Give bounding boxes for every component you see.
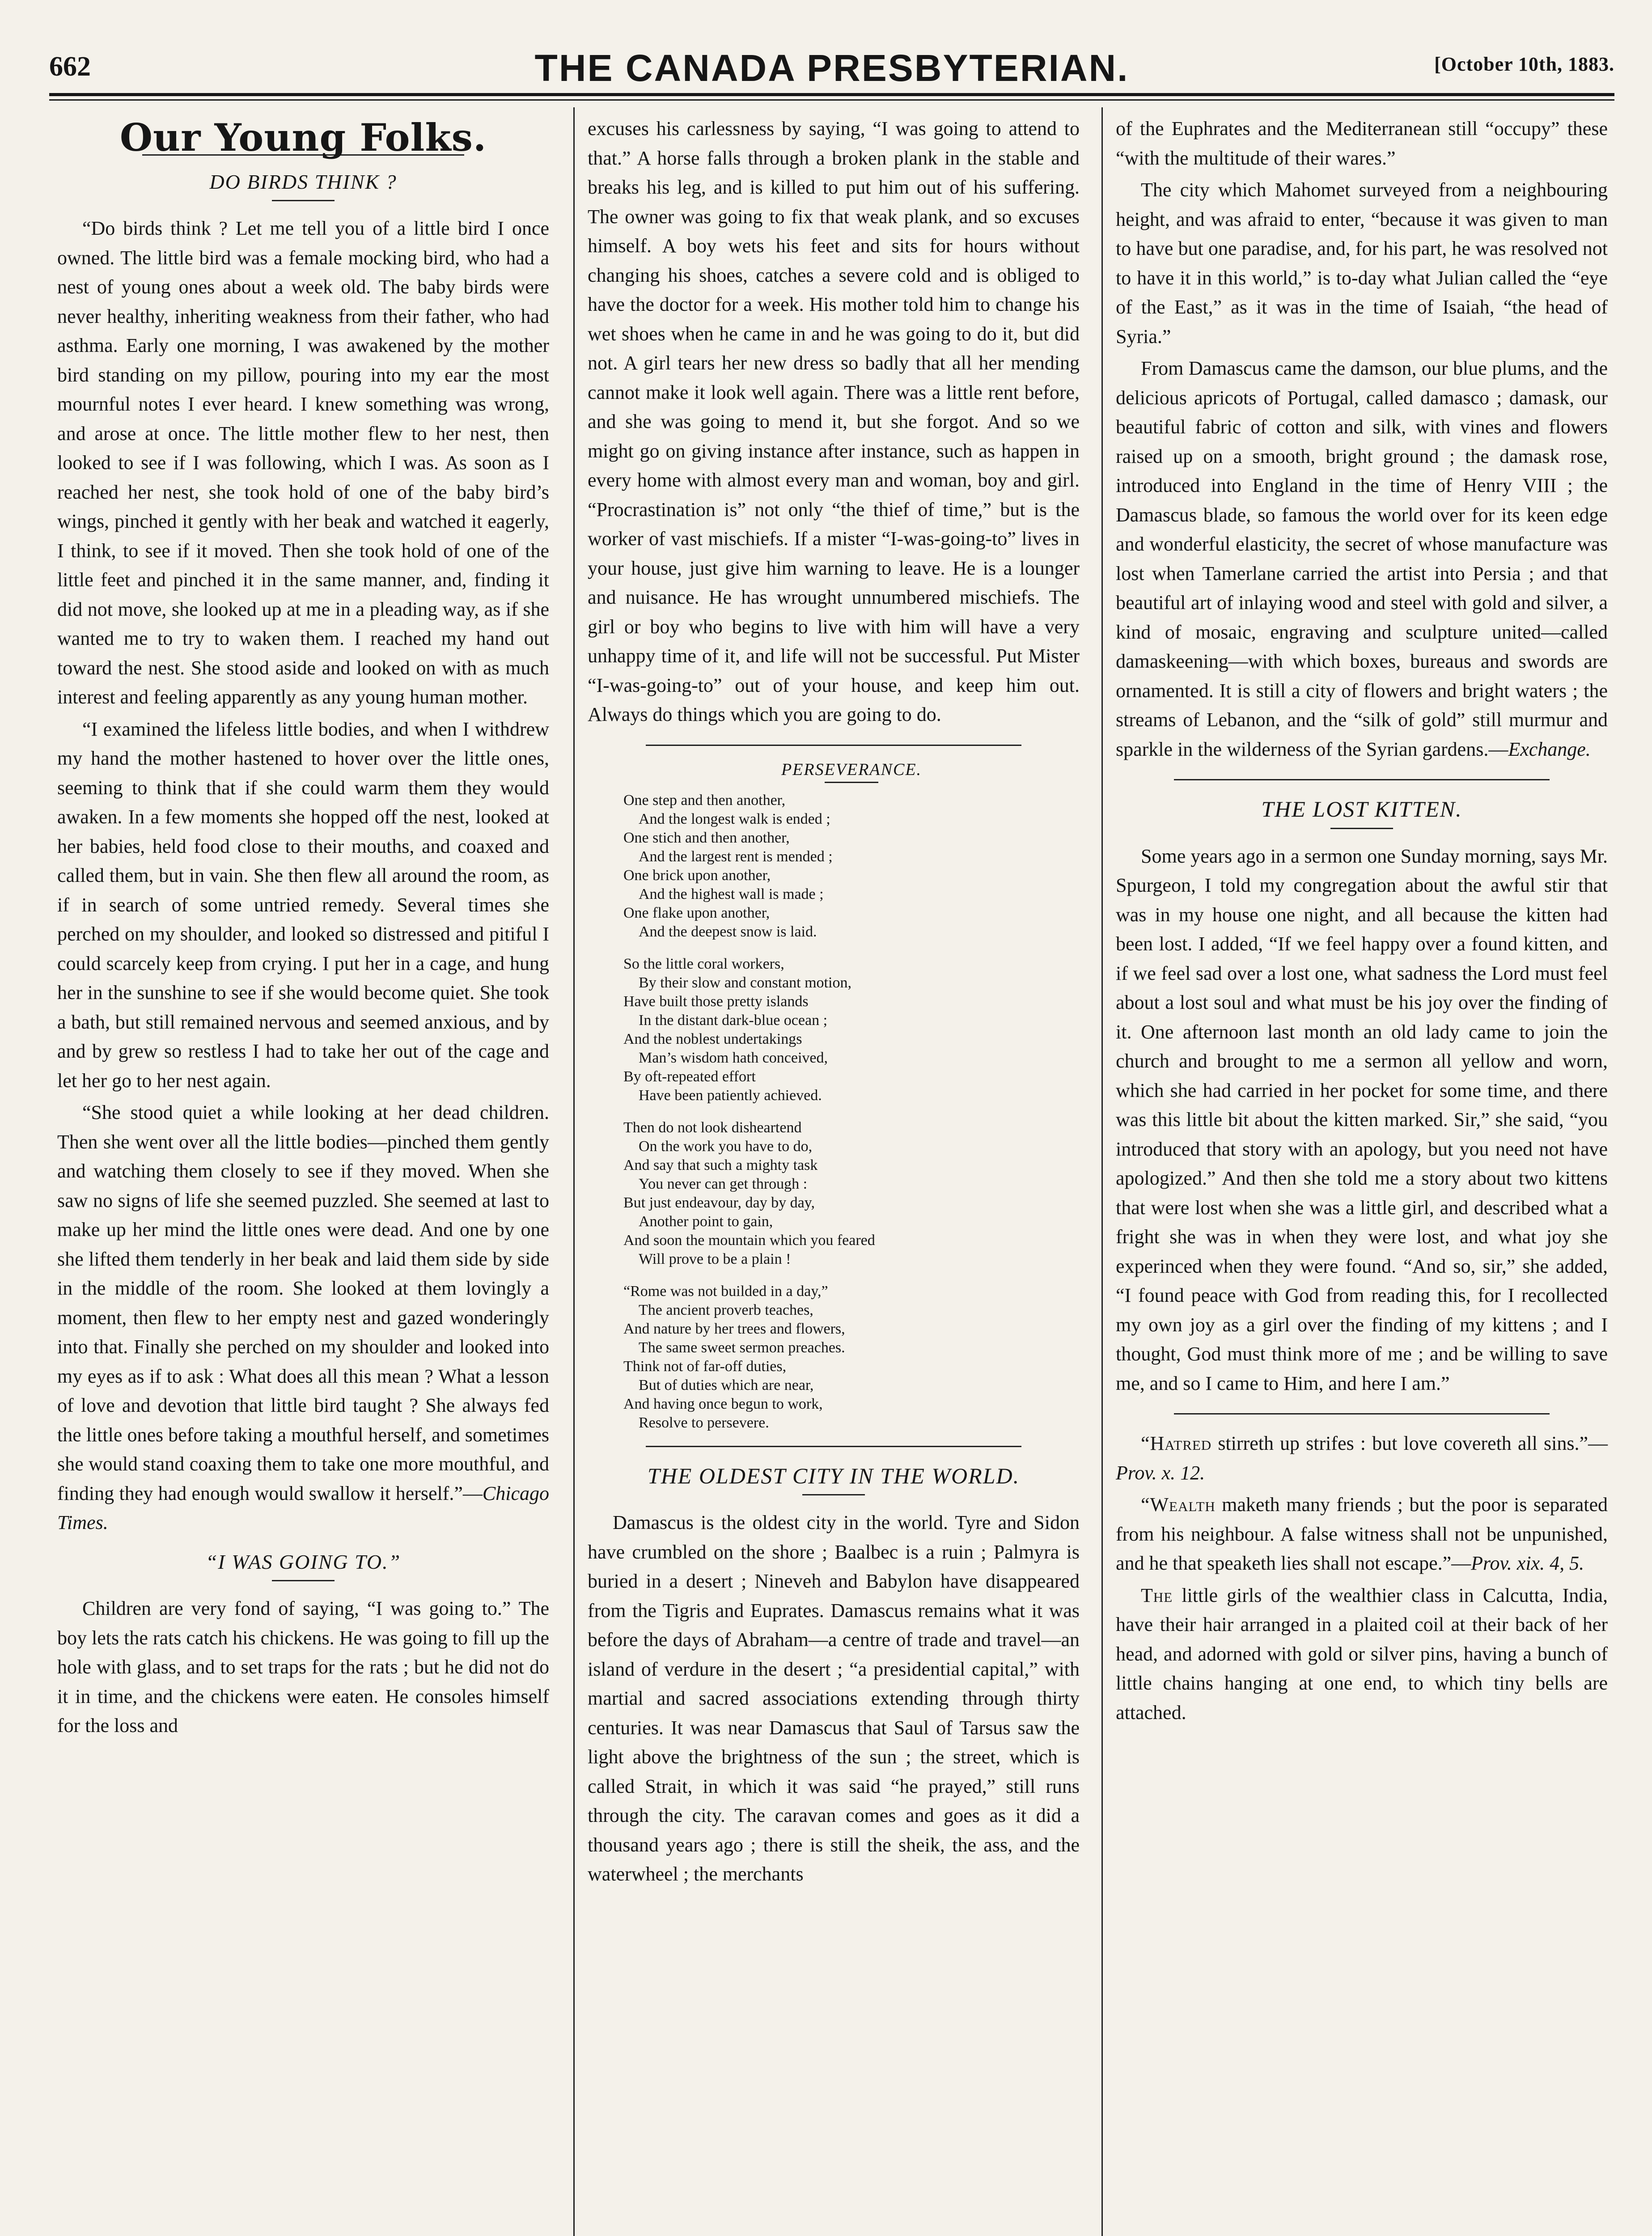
page-header	[49, 43, 1614, 101]
column-3	[1116, 114, 1608, 1727]
poem-line: Think not of far-off duties,	[623, 1358, 787, 1375]
article-title-birds: DO BIRDS THINK ?	[209, 170, 397, 193]
issue-date: [October 10th, 1883.	[1434, 53, 1614, 75]
poem	[623, 760, 1080, 1432]
paragraph-text: maketh many friends ; but the poor is separated from his neighbour. A false witness shall not be unpunished, and he that speaketh lies shall not escape.”—	[1116, 1494, 1608, 1574]
article-paragraph: The city which Mahomet surveyed from a neighbouring height, and was afraid to enter, “because it was given to man to have but one paradise, and, for his part, he was resolved not to have it in this world,” is to-day what Julian called the “eye of the East,” as it was in the time of Isaiah, “the head of Syria.”	[1116, 179, 1608, 347]
paragraph-text: “She stood quiet a while looking at her dead children. Then she went over all the little bodies—pinched them gently and watching them closely to see if they moved. When she saw no signs of life she seemed puzzled. She seemed at last to make up her mind the little ones were dead. And one by one she lifted them tenderly in her beak and laid them side by side in the middle of the room. She looked at them lovingly a moment, then flew to her empty nest and gazed wonderingly into that. Finally she perched on my shoulder and looked into my eyes as if to ask : What does all this mean ? What a lesson of love and devotion that little bird taught ? She always fed the little ones before taking a mouthful herself, and sometimes she would stand coaxing them to take one more mouthful, and finding they had enough would swallow it herself.”—	[57, 1101, 549, 1504]
poem-line: The same sweet sermon preaches.	[639, 1339, 845, 1356]
poem-line: And the highest wall is made ;	[639, 885, 824, 902]
poem-stanza	[623, 791, 1080, 941]
poem-title: PERSEVERANCE.	[781, 760, 922, 779]
article-paragraph: Children are very fond of saying, “I was going to.” The boy lets the rats catch his chickens. He was going to fill up the hole with glass, and to set traps for the rats ; but he did not do it in time, and the chickens were eaten. He consoles himself for the loss and	[57, 1597, 549, 1736]
poem-stanza	[623, 955, 1080, 1105]
poem-line: On the work you have to do,	[639, 1138, 813, 1155]
article-paragraph	[57, 1098, 549, 1537]
poem-line: The ancient proverb teaches,	[639, 1301, 813, 1318]
poem-line: In the distant dark-blue ocean ;	[639, 1012, 828, 1029]
lead-word: “Hatred	[1141, 1432, 1212, 1454]
poem-line: By their slow and constant motion,	[639, 974, 851, 991]
poem-line: And the longest walk is ended ;	[639, 810, 830, 827]
poem-line: Resolve to persevere.	[639, 1414, 769, 1431]
title-rule	[272, 200, 335, 201]
poem-stanza	[623, 1282, 1080, 1432]
poem-line: And the largest rent is mended ;	[639, 848, 833, 865]
article-title-oldest-city: THE OLDEST CITY IN THE WORLD.	[647, 1463, 1020, 1488]
column-2	[588, 114, 1080, 1889]
poem-line: But just endeavour, day by day,	[623, 1194, 815, 1211]
article-title-going: “I WAS GOING TO.”	[205, 1550, 401, 1573]
poem-line: One flake upon another,	[623, 904, 770, 921]
page-number: 662	[49, 51, 91, 82]
article-source: Chicago Times.	[57, 1482, 549, 1533]
article-paragraph: “Do birds think ? Let me tell you of a little bird I once owned. The little bird was a female mocking bird, who had a nest of young ones about a week old. The baby birds were never healthy, inheriting weakness from their father, who had asthma. Early one morning, I was awakened by the mother bird standing on my pillow, pouring into my ear the most mournful notes I ever heard. I knew something was wrong, and arose at once. The little mother flew to her nest, then looked to see if I was following, which I was. As soon as I reached her nest, she took hold of one of the baby bird’s wings, pinched it gently with her beak and watched it eagerly, I think, to see if it moved. Then she took hold of one of the little feet and pinched it in the same manner, and, finding it did not move, she looked up at me in a pleading way, as if she wanted me to try to waken them. I reached my hand out toward the nest. She stood aside and looked on with as much interest and feeling apparently as any young human mother.	[57, 217, 549, 708]
lead-word: The	[1141, 1584, 1173, 1606]
paragraph-text: stirreth up strifes : but love covereth all sins.”—	[1211, 1432, 1608, 1454]
poem-line: By oft-repeated effort	[623, 1068, 756, 1085]
poem-stanzas	[623, 791, 1080, 1432]
section-masthead: Our Young Folks.	[119, 115, 487, 160]
poem-line: Will prove to be a plain !	[639, 1250, 791, 1267]
title-rule	[825, 782, 878, 783]
title-rule	[272, 1580, 335, 1581]
column-divider	[573, 107, 575, 2236]
poem-line: One brick upon another,	[623, 867, 771, 884]
lead-word: “Wealth	[1141, 1494, 1216, 1516]
poem-line: And the deepest snow is laid.	[639, 923, 817, 940]
header-rule-thin	[49, 99, 1614, 101]
poem-line: One stich and then another,	[623, 829, 790, 846]
article-title-lost-kitten: THE LOST KITTEN.	[1261, 796, 1462, 822]
column-1	[57, 114, 549, 1741]
article-source: Exchange.	[1508, 738, 1591, 760]
poem-line: Have built those pretty islands	[623, 993, 809, 1010]
news-paragraph	[1116, 1581, 1608, 1728]
paragraph-text: From Damascus came the damson, our blue plums, and the delicious apricots of Portugal, called damasco ; damask, our beautiful fabric of cotton and silk, with vines and flowers raised up on a smooth, bright ground ; the damask rose, introduced into England in the time of Henry VIII ; the Damascus blade, so famous the world over for its keen edge and wonderful elasticity, the secret of whose manufacture was lost when Tamerlane carried the artist into Persia ; and that beautiful art of inlaying wood and steel with gold and silver, a kind of mosaic, engraving and sculpture united—called damaskeening—with which boxes, bureaus and swords are ornamented. It is still a city of flowers and bright waters ; the streams of Lebanon, and the “silk of gold” still murmur and sparkle in the wilderness of the Syrian gardens.—	[1116, 357, 1608, 760]
article-paragraph: “I examined the lifeless little bodies, and when I withdrew my hand the mother hastened to hover over the little ones, seeming to think that if she could warm them they would awaken. In a few moments she hopped off the nest, looked at her babies, held food close to their mouths, and coaxed and called them, but in vain. She then flew all around the room, as if in search of some untried remedy. Several times she perched on my shoulder, and looked so distressed and pitiful I could scarcely keep from crying. I put her in a cage, and hung her in the sunshine to see if she would become quiet. She took a bath, but still remained nervous and seemed anxious, and by and by grew so restless I had to take her out of the cage and let her go to her nest again.	[57, 718, 549, 1092]
poem-stanza	[623, 1118, 1080, 1269]
poem-line: And say that such a mighty task	[623, 1156, 818, 1173]
article-paragraph: Some years ago in a sermon one Sunday morning, says Mr. Spurgeon, I told my congregation about the awful stir that was in my house one night, and all because the kitten had been lost. I added, “If we feel happy over a found kitten, and if we feel sad over a lost one, what sadness the Lord must feel about a lost soul and what must be his joy over the finding of it. One afternoon last month an old lady came to join the church and brought to me a sermon all yellow and worn, which she had carried in her pocket for some time, and there was this little bit about the kitten marked. Sir,” she said, “you introduced that story with an apology, but you need not have apologized.” And then she told me a story about two kittens that were lost when she was a little girl, and described what a fright she was in when they were lost, and what joy she experinced when they were found. “And so, sir,” she added, “I found peace with God from reading this, for I recollected my own joy as a girl over the finding of my kittens ; and I thought, God must think more of me ; and be willing to save me, and so I came to Him, and here I am.”	[1116, 845, 1608, 1394]
poem-line: Another point to gain,	[639, 1213, 773, 1230]
poem-line: So the little coral workers,	[623, 955, 784, 972]
poem-line: You never can get through :	[639, 1175, 808, 1192]
section-rule	[646, 745, 1021, 746]
scripture-reference: Prov. x. 12.	[1116, 1461, 1205, 1484]
paragraph-text: little girls of the wealthier class in Calcutta, India, have their hair arranged in a plaited coil at their back of her head, and adorned with gold or silver pins, having a bunch of little chains hanging at one end, to which tiny bells are attached.	[1116, 1584, 1608, 1724]
scripture-reference: Prov. xix. 4, 5.	[1471, 1552, 1584, 1574]
poem-line: Then do not look disheartend	[623, 1119, 802, 1136]
poem-line: And nature by her trees and flowers,	[623, 1320, 845, 1337]
section-rule	[1174, 779, 1550, 780]
title-rule	[802, 1494, 865, 1495]
proverb-paragraph	[1116, 1429, 1608, 1487]
section-rule	[1174, 1413, 1550, 1414]
poem-line: But of duties which are near,	[639, 1376, 814, 1393]
section-rule	[646, 1446, 1021, 1447]
poem-line: And soon the mountain which you feared	[623, 1232, 875, 1249]
column-divider	[1101, 107, 1103, 2236]
poem-line: Man’s wisdom hath conceived,	[639, 1049, 828, 1066]
header-rule-thick	[49, 93, 1614, 96]
poem-line: “Rome was not builded in a day,”	[623, 1283, 828, 1300]
article-paragraph: of the Euphrates and the Mediterranean still “occupy” these “with the multitude of their wares.”	[1116, 118, 1608, 169]
proverb-paragraph	[1116, 1490, 1608, 1578]
poem-line: And the noblest undertakings	[623, 1030, 802, 1047]
article-paragraph: Damascus is the oldest city in the world. Tyre and Sidon have crumbled on the shore ; Baalbec is a ruin ; Palmyra is buried in a desert ; Nineveh and Babylon have disappeared from the Tigris and Euprates. Damascus remains what it was before the days of Abraham—a centre of trade and travel—an island of verdure in the desert ; “a presidential capital,” with martial and sacred associations extending through thirty centuries. It was near Damascus that Saul of Tarsus saw the light above the brightness of the sun ; the street, which is called Strait, in which it was said “he prayed,” still runs through the city. The caravan comes and goes as it did a thousand years ago ; there is still the sheik, the ass, and the waterwheel ; the merchants	[588, 1512, 1080, 1885]
newspaper-title: THE CANADA PRESBYTERIAN.	[534, 47, 1129, 89]
article-paragraph	[1116, 354, 1608, 764]
poem-line: And having once begun to work,	[623, 1395, 823, 1412]
poem-line: Have been patiently achieved.	[639, 1087, 822, 1104]
article-paragraph: excuses his carlessness by saying, “I was going to attend to that.” A horse falls through a broken plank in the stable and breaks his leg, and is killed to put him out of his suffering. The owner was going to fix that weak plank, and so excuses himself. A boy wets his feet and sits for hours without changing his shoes, catches a severe cold and is obliged to have the doctor for a week. His mother told him to change his wet shoes when he came in and he was going to do it, but did not. A girl tears her new dress so badly that all her mending cannot make it look well again. There was a little rent before, and she was going to mend it, but she forgot. And so we might go on giving instance after instance, such as happen in every home with almost every man and woman, boy and girl. “Procrastination is” not only “the thief of time,” but is the worker of vast mischiefs. If a mister “I-was-going-to” lives in your house, just give him warning to leave. He is a lounger and nuisance. He has wrought unnumbered mischiefs. The girl or boy who begins to live with him will have a very unhappy time of it, and life will not be successful. Put Mister “I-was-going-to” out of your house, and keep him out. Always do things which you are going to do.	[588, 118, 1080, 725]
poem-line: One step and then another,	[623, 792, 786, 809]
title-rule	[1330, 828, 1393, 829]
